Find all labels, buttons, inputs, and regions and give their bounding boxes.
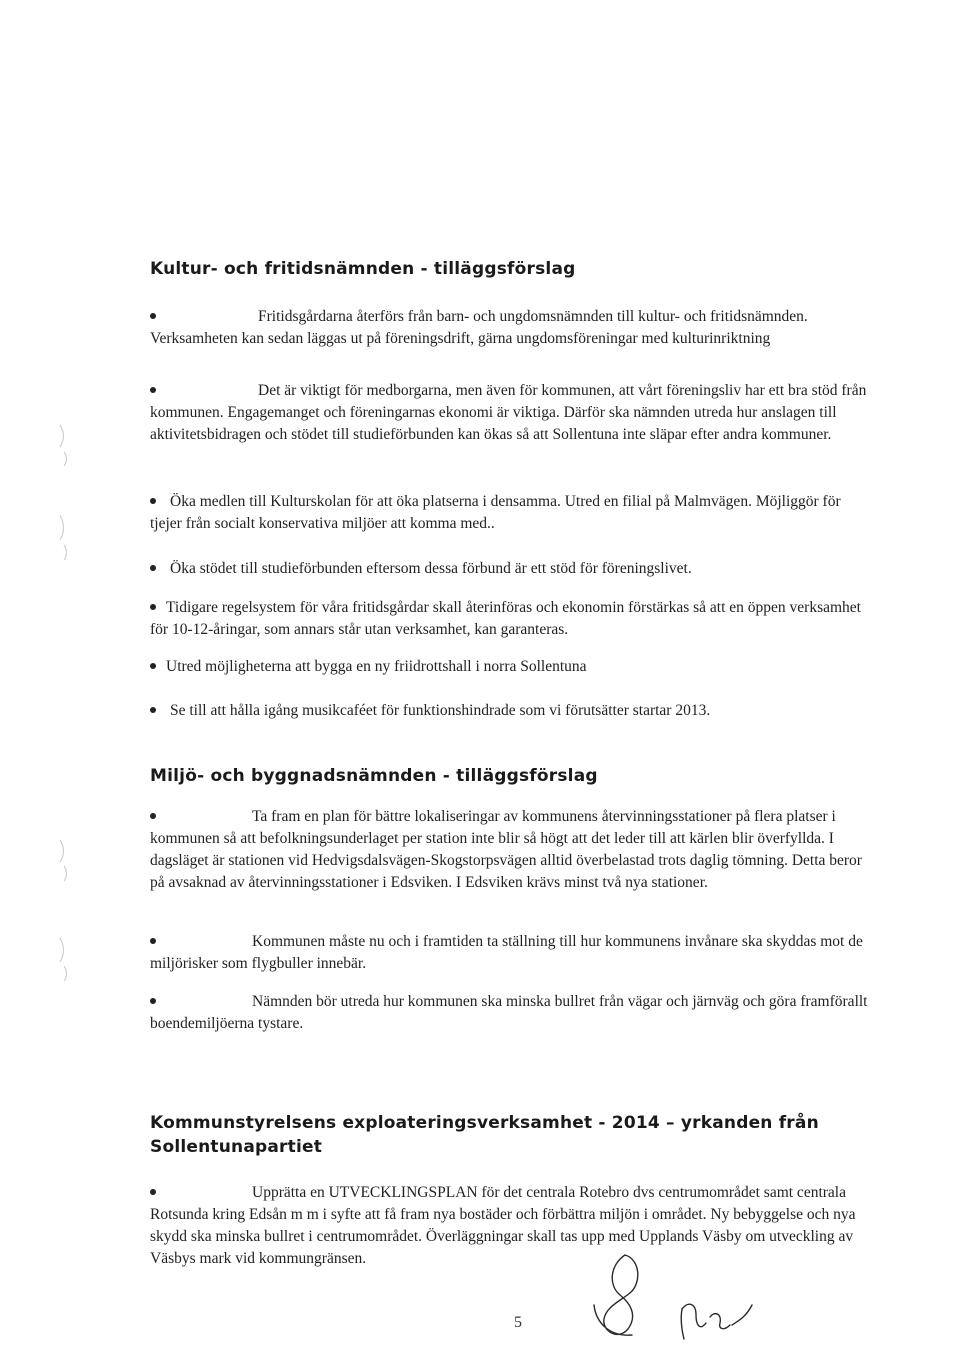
bullet-icon xyxy=(150,498,156,504)
section-heading-miljo: Miljö- och byggnadsnämnden - tilläggsförslag xyxy=(150,766,598,786)
bullet-icon xyxy=(150,938,156,944)
section-heading-kultur: Kultur- och fritidsnämnden - tilläggsförslag xyxy=(150,259,576,279)
list-item: Se till att hålla igång musikcaféet för funktionshindrade som vi förutsätter startar 2013. xyxy=(150,700,870,722)
page-number: 5 xyxy=(514,1314,522,1331)
bullet-icon xyxy=(150,565,156,571)
margin-marks-decoration xyxy=(0,0,120,1362)
list-item: Ta fram en plan för bättre lokaliseringar av kommunens återvinningsstationer på flera platser i kommunen så att befolkningsunderlaget per station inte blir så högt att det leder till att kärlen blir överfyllda. I dagsläget är stationen vid Hedvigsdalsvägen-Skogstorpsvägen alltid överbelastad trots daglig tömning. Detta beror på avsaknad av återvinningsstationer i Edsviken. I Edsviken krävs minst två nya stationer. xyxy=(150,808,862,891)
list-item: Tidigare regelsystem för våra fritidsgårdar skall återinföras och ekonomin förstärkas så att en öppen verksamhet för 10-12-åringar, som annars står utan verksamhet, kan garanteras. xyxy=(150,599,861,638)
list-item: Öka stödet till studieförbunden eftersom dessa förbund är ett stöd för föreningslivet. xyxy=(150,558,870,580)
bullet-icon xyxy=(150,387,156,393)
bullet-icon xyxy=(150,663,156,669)
bullet-icon xyxy=(150,813,156,819)
bullet-icon xyxy=(150,1189,156,1195)
bullet-icon xyxy=(150,313,156,319)
list-item: Fritidsgårdarna återförs från barn- och ungdomsnämnden till kultur- och fritidsnämnden. Verksamheten kan sedan läggas ut på föreningsdrift, gärna ungdomsföreningar med kulturinriktning xyxy=(150,308,808,347)
list-item: Det är viktigt för medborgarna, men även för kommunen, att vårt föreningsliv har ett bra stöd från kommunen. Engagemanget och föreningarnas ekonomi är viktiga. Därför ska nämnden utreda hur anslagen till aktivitetsbidragen och stödet till studieförbunden kan ökas så att Sollentuna inte släpar efter andra kommuner. xyxy=(150,382,867,443)
section-heading-kommunstyrelsen: Kommunstyrelsens exploateringsverksamhet - 2014 – yrkanden från Sollentunapartiet xyxy=(150,1113,819,1157)
list-item: Utred möjligheterna att bygga en ny friidrottshall i norra Sollentuna xyxy=(150,656,870,678)
signature-handwriting xyxy=(590,1245,760,1345)
list-item: Nämnden bör utreda hur kommunen ska minska bullret från vägar och järnväg och göra framförallt boendemiljöerna tystare. xyxy=(150,993,868,1032)
bullet-icon xyxy=(150,707,156,713)
bullet-icon xyxy=(150,998,156,1004)
list-item: Öka medlen till Kulturskolan för att öka platserna i densamma. Utred en filial på Malmvägen. Möjliggör för tjejer från socialt konservativa miljöer att komma med.. xyxy=(150,493,841,532)
list-item: Kommunen måste nu och i framtiden ta ställning till hur kommunens invånare ska skyddas mot de miljörisker som flygbuller innebär. xyxy=(150,933,863,972)
list-item: Upprätta en UTVECKLINGSPLAN för det centrala Rotebro dvs centrumområdet samt centrala Rotsunda kring Edsån m m i syfte att få fram nya bostäder och förbättra miljön i området. Ny bebyggelse och nya skydd ska minska bullret i centrumområdet. Överläggningar skall tas upp med Upplands Väsby om utveckling av Väsbys mark vid kommungränsen. xyxy=(150,1184,856,1267)
bullet-icon xyxy=(150,604,156,610)
